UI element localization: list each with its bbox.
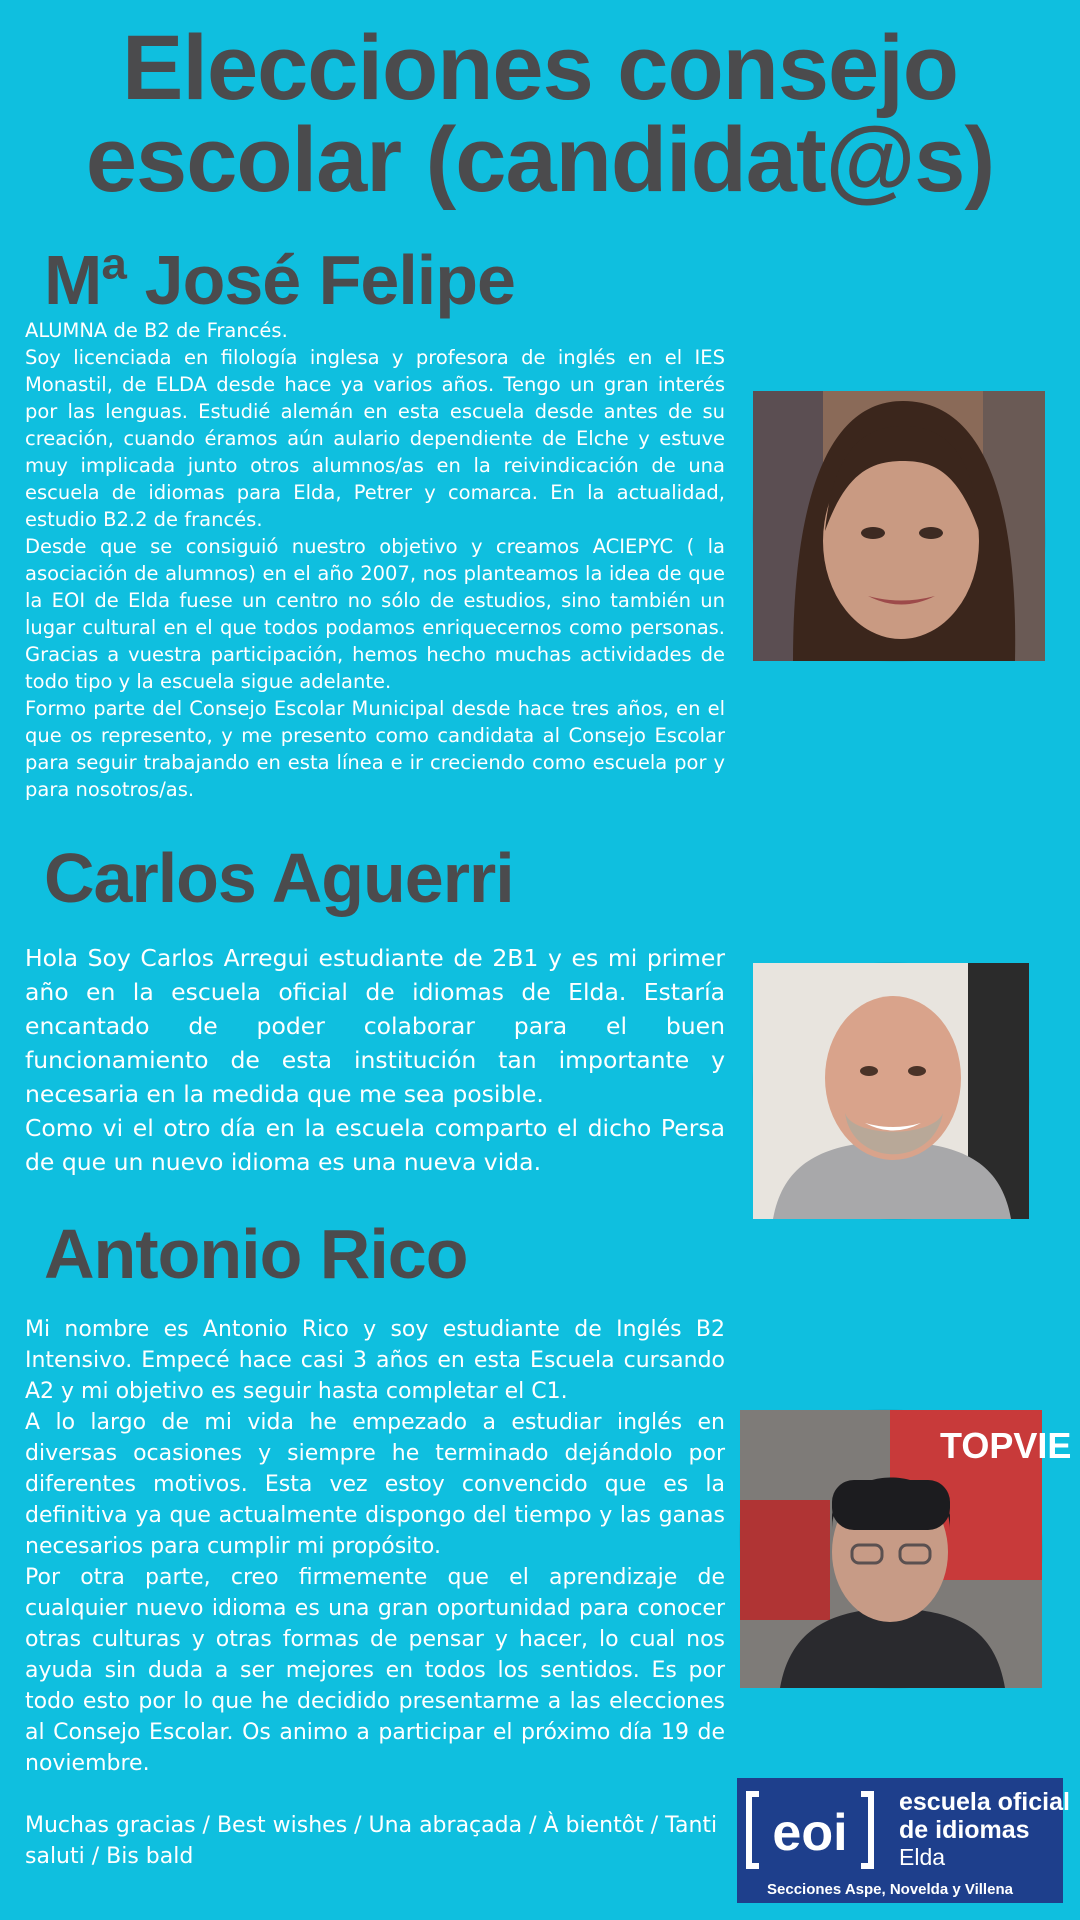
page-title: [0, 17, 1080, 211]
bio-paragraph: Formo parte del Consejo Escolar Municipal desde hace tres años, en el que os represento, y me presento como candidata al Consejo Escolar para seguir trabajando en esta línea e ir creciendo como escuela por y para nosotros/as.: [25, 697, 725, 801]
candidate-2-name: Carlos Aguerri: [44, 839, 514, 917]
page-title-line-2: escolar (candidat@s): [85, 109, 995, 211]
candidate-1-photo: [753, 391, 1045, 661]
logo-line-1: escuela oficial: [899, 1788, 1070, 1816]
bio-paragraph: Por otra parte, creo firmemente que el aprendizaje de cualquier nuevo idioma es una gran oportunidad para conocer otras culturas y otras formas de pensar y hacer, lo cual nos ayuda sin duda a ser mejores en todos los sentidos. Es por todo esto por lo que he decidido presentarme a las elecciones al Consejo Escolar. Os animo a participar el próximo día 19 de noviembre.: [25, 1565, 725, 1776]
bio-paragraph: Desde que se consiguió nuestro objetivo y creamos ACIEPYC ( la asociación de alumnos) en el año 2007, nos planteamos la idea de que la EOI de Elda fuese un centro no sólo de estudios, sino también un lugar cultural en el que todos podamos enriquecernos como personas. Gracias a vuestra participación, hemos hecho muchas actividades de todo tipo y la escuela sigue adelante.: [25, 535, 725, 693]
bio-paragraph: ALUMNA de B2 de Francés.: [25, 319, 288, 342]
logo-line-3: Elda: [899, 1844, 946, 1870]
candidate-3-bio: [25, 1314, 725, 1872]
closing-greetings: Muchas gracias / Best wishes / Una abraçada / À bientôt / Tanti saluti / Bis bald: [25, 1813, 718, 1869]
eoi-logo-mark: [745, 1790, 875, 1870]
candidate-3-photo: [740, 1410, 1072, 1688]
eoi-logo: [737, 1778, 1070, 1903]
candidate-3-name: Antonio Rico: [44, 1215, 468, 1293]
bus-sign-text: TOPVIE: [940, 1425, 1072, 1466]
bio-paragraph: A lo largo de mi vida he empezado a estudiar inglés en diversas ocasiones y siempre he terminado dejándolo por diferentes motivos. Esta vez estoy convencido que es la definitiva ya que actualmente dispongo del tiempo y las ganas necesarios para cumplir mi propósito.: [25, 1410, 725, 1559]
candidate-2-photo: [753, 963, 1029, 1219]
bio-paragraph: Hola Soy Carlos Arregui estudiante de 2B1 y es mi primer año en la escuela oficial de idiomas de Elda. Estaría encantado de poder colaborar para el buen funcionamiento de esta institución tan importante y necesaria en la medida que me sea posible.: [25, 944, 725, 1108]
candidate-1-bio: [25, 317, 725, 803]
bio-paragraph: Soy licenciada en filología inglesa y profesora de inglés en el IES Monastil, de ELDA desde hace ya varios años. Tengo un gran interés por las lenguas. Estudié alemán en esta escuela desde antes de su creación, cuando éramos aún aulario dependiente de Elche y estuve muy implicada junto otros alumnos/as en la reivindicación de una escuela de idiomas para Elda, Petrer y comarca. En la actualidad, estudio B2.2 de francés.: [25, 346, 725, 531]
page-title-line-1: Elecciones consejo: [122, 17, 958, 119]
bio-paragraph: Como vi el otro día en la escuela comparto el dicho Persa de que un nuevo idioma es una nueva vida.: [25, 1114, 725, 1176]
logo-line-2: de idiomas: [899, 1816, 1030, 1844]
eoi-logo-letters: eoi: [772, 1804, 848, 1862]
bio-paragraph: Mi nombre es Antonio Rico y soy estudiante de Inglés B2 Intensivo. Empecé hace casi 3 años en esta Escuela cursando A2 y mi objetivo es seguir hasta completar el C1.: [25, 1317, 725, 1404]
logo-sections: Secciones Aspe, Novelda y Villena: [767, 1881, 1013, 1898]
candidate-1-name: Mª José Felipe: [44, 241, 515, 319]
candidate-2-bio: [25, 941, 725, 1179]
